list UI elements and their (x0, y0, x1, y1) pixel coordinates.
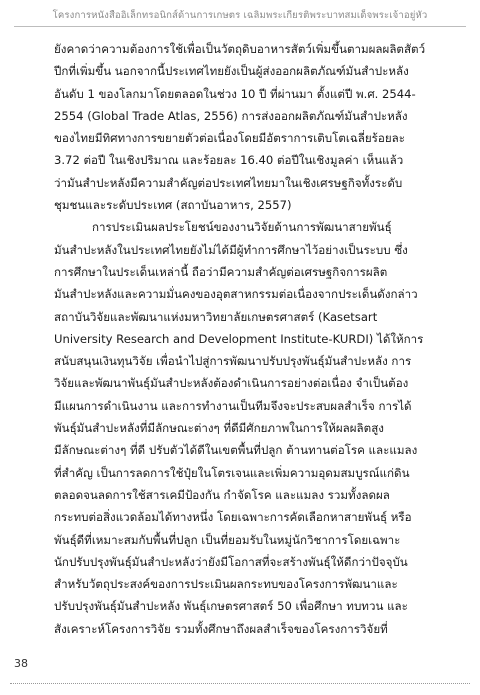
text-line: มีแผนการดำเนินงาน และการทำงานเป็นทีมจึงจะประสบผลสำเร็จ การได้ (54, 398, 412, 413)
text-line: สถาบันวิจัยและพัฒนาแห่งมหาวิทยาลัยเกษตรศาสตร์ (Kasetsart (54, 309, 378, 324)
text-line: ว่ามันสำปะหลังมีความสำคัญต่อประเทศไทยมาในเชิงเศรษฐกิจทั้งระดับ (54, 175, 403, 190)
text-line: 2554 (Global Trade Atlas, 2556) การส่งออกผลิตภัณฑ์มันสำปะหลัง (54, 108, 408, 123)
text-line: สังเคราะห์โครงการวิจัย รวมทั้งศึกษาถึงผลสำเร็จของโครงการวิจัยที่ (54, 621, 388, 636)
running-header: โครงการหนังสืออิเล็กทรอนิกส์ด้านการเกษตร เฉลิมพระเกียรติพระบาทสมเด็จพระเจ้าอยู่หัว (52, 10, 428, 21)
text-line: ที่สำคัญ เป็นการลดการใช้ปุ๋ยในโตรเจนและเพิ่มความอุดมสมบูรณ์แก่ดิน (54, 465, 410, 480)
paragraph-start-line: การประเมินผลประโยชน์ของงานวิจัยด้านการพัฒนาสายพันธุ์ (92, 220, 392, 235)
text-line: University Research and Development Institute-KURDI) ได้ให้การ (54, 331, 424, 346)
text-line: ชุมชนและระดับประเทศ (สถาบันอาหาร, 2557) (54, 198, 292, 213)
header-divider (14, 26, 466, 27)
footer-divider (10, 683, 470, 684)
text-line: มันสำปะหลังและความมั่นคงของอุตสาหกรรมต่อเนื่องจากประเด็นดังกล่าว (54, 287, 418, 302)
text-line: มันสำปะหลังในประเทศไทยยังไม่ได้มีผู้ทำการศึกษาไว้อย่างเป็นระบบ ซึ่ง (54, 242, 408, 257)
text-line: วิจัยและพัฒนาพันธุ์มันสำปะหลังต้องดำเนินการอย่างต่อเนื่อง จำเป็นต้อง (54, 376, 409, 391)
text-line: ยังคาดว่าความต้องการใช้เพื่อเป็นวัตถุดิบอาหารสัตว์เพิ่มขึ้นตามผลผลิตสัตว์ (54, 42, 426, 56)
text-line: สำหรับวัตถุประสงค์ของการประเมินผลกระทบของโครงการพัฒนาและ (54, 577, 398, 592)
text-line: ปรับปรุงพันธุ์มันสำปะหลัง พันธุ์เกษตรศาสตร์ 50 เพื่อศึกษา ทบทวน และ (54, 599, 408, 614)
text-line: นักปรับปรุงพันธุ์มันสำปะหลังว่ายังมีโอกาสที่จะสร้างพันธุ์ให้ดีกว่าปัจจุบัน (54, 554, 408, 569)
body-text (54, 38, 426, 640)
text-line: พันธุ์ดีที่เหมาะสมกับพื้นที่ปลูก เป็นที่ยอมรับในหมู่นักวิชาการโดยเฉพาะ (54, 532, 401, 547)
text-line: การศึกษาในประเด็นเหล่านี้ ถือว่ามีความสำคัญต่อเศรษฐกิจการผลิต (54, 264, 388, 279)
text-line: สนับสนุนเงินทุนวิจัย เพื่อนำไปสู่การพัฒนาปรับปรุงพันธุ์มันสำปะหลัง การ (54, 354, 412, 369)
text-line: พันธุ์มันสำปะหลังที่มีลักษณะต่างๆ ที่ดีมีศักยภาพในการให้ผลผลิตสูง (54, 421, 384, 436)
text-line: 3.72 ต่อปี ในเชิงปริมาณ และร้อยละ 16.40 ต่อปีในเชิงมูลค่า เห็นแล้ว (54, 153, 404, 168)
page-number: 38 (14, 657, 28, 670)
text-line: ปีกที่เพิ่มขึ้น นอกจากนี้ประเทศไทยยังเป็นผู้ส่งออกผลิตภัณฑ์มันสำปะหลัง (54, 64, 409, 79)
text-line: ตลอดจนลดการใช้สารเคมีป้องกัน กำจัดโรค และแมลง รวมทั้งลดผล (54, 487, 390, 502)
text-line: กระทบต่อสิ่งแวดล้อมได้ทางหนึ่ง โดยเฉพาะการคัดเลือกหาสายพันธุ์ หรือ (54, 510, 412, 525)
text-line: ของไทยมีทิศทางการขยายตัวต่อเนื่องโดยมีอัตราการเติบโตเฉลี่ยร้อยละ (54, 131, 405, 146)
text-line: อันดับ 1 ของโลกมาโดยตลอดในช่วง 10 ปี ที่ผ่านมา ตั้งแต่ปี พ.ศ. 2544- (54, 86, 416, 101)
text-line: มีลักษณะต่างๆ ที่ดี ปรับตัวได้ดีในเขตพื้นที่ปลูก ต้านทานต่อโรค และแมลง (54, 443, 418, 458)
